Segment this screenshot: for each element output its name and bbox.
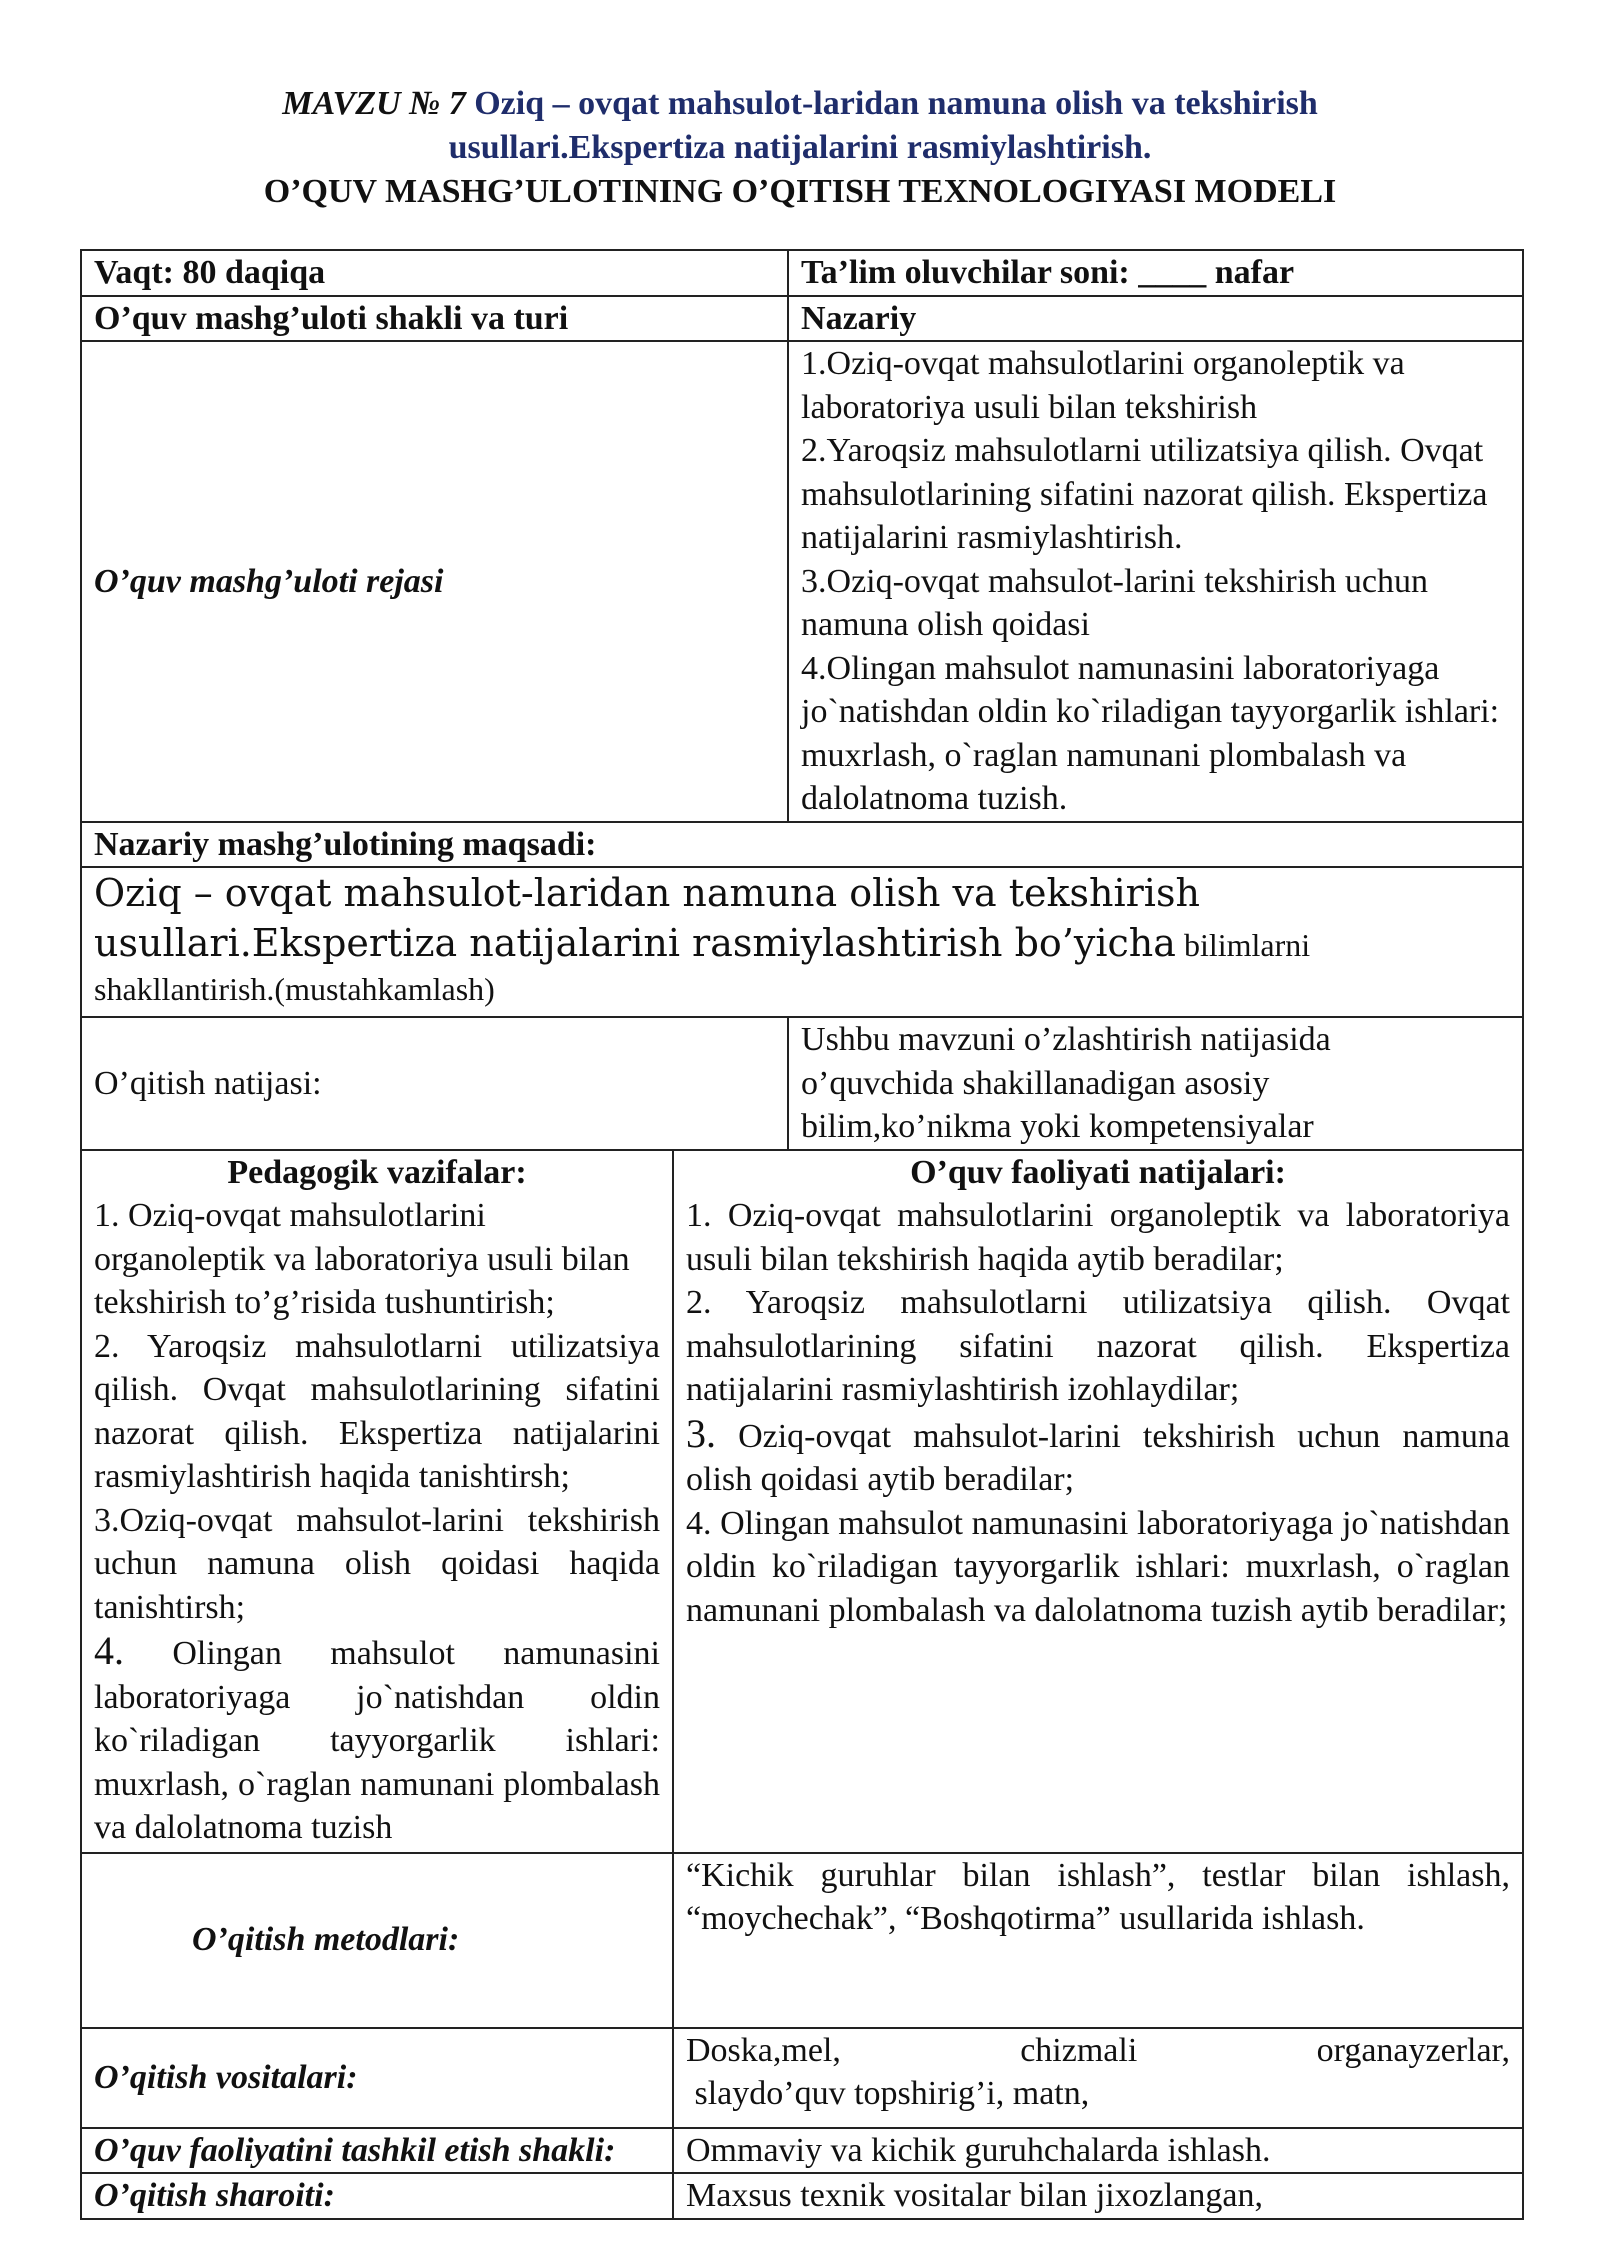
conditions-value: Maxsus texnik vositalar bilan jixozlangan,	[673, 2173, 1523, 2219]
row-outcome	[81, 1017, 1523, 1150]
topic-text-1: Oziq – ovqat mahsulot-laridan namuna olish va tekshirish	[474, 85, 1318, 122]
plan-items	[788, 341, 1523, 822]
learning-result-text: Oziq-ovqat mahsulot-larini tekshirish uchun namuna olish qoidasi aytib beradilar;	[686, 1417, 1511, 1498]
students-count-cell: Ta’lim oluvchilar soni: ____ nafar	[788, 250, 1523, 296]
tools-value	[673, 2028, 1523, 2128]
mavzu-label: MAVZU № 7	[282, 85, 466, 122]
lesson-model-table	[80, 249, 1524, 2220]
goal-line-tail: bilimlarni	[1175, 927, 1311, 963]
goal-label: Nazariy mashg’ulotining maqsadi:	[81, 822, 1523, 868]
methods-label: O’qitish metodlari:	[81, 1853, 673, 2028]
plan-line: namuna olish qoidasi	[801, 606, 1090, 643]
plan-label: O’quv mashg’uloti rejasi	[81, 341, 788, 822]
row-plan	[81, 341, 1523, 822]
organization-label: O’quv faoliyatini tashkil etish shakli:	[81, 2128, 673, 2174]
goal-line: usullari.Ekspertiza natijalarini rasmiylashtirish bo’yicha	[94, 921, 1176, 965]
goal-line: shakllantirish.(mustahkamlash)	[94, 971, 495, 1007]
plan-line: jo`natishdan oldin ko`riladigan tayyorgarlik ishlari:	[801, 693, 1500, 730]
plan-line: 3.Oziq-ovqat mahsulot-larini tekshirish uchun	[801, 562, 1429, 600]
row-time	[81, 250, 1523, 296]
topic-title-line2: usullari.Ekspertiza natijalarini rasmiylashtirish.	[448, 129, 1152, 166]
plan-line: laboratoriya usuli bilan tekshirish	[801, 388, 1258, 426]
plan-line: muxrlash, o`raglan namunani plombalash va	[801, 736, 1407, 774]
learning-results	[673, 1150, 1523, 1853]
form-label: O’quv mashg’uloti shakli va turi	[81, 296, 788, 342]
tools-line: Doska,mel, chizmali organayzerlar,	[686, 2031, 1511, 2069]
learning-result-item-3	[686, 1412, 1510, 1502]
plan-line: natijalarini rasmiylashtirish.	[801, 519, 1183, 556]
pedagogical-task-text: Olingan mahsulot namunasini laboratoriyaga jo`natishdan oldin ko`riladigan tayyorgarlik ishlari: muxrlash, o`raglan namunani plombalash va dalolatnoma tuzish	[94, 1635, 661, 1846]
learning-result-item: 2. Yaroqsiz mahsulotlarni utilizatsiya qilish. Ovqat mahsulotlarining sifatini nazorat qilish. Ekspertiza natijalarini rasmiylashtirish izohlaydilar;	[686, 1284, 1511, 1408]
pedagogical-tasks-header: Pedagogik vazifalar:	[227, 1153, 527, 1191]
outcome-text	[788, 1017, 1523, 1150]
pedagogical-task-item: 1. Oziq-ovqat mahsulotlarini organoleptik va laboratoriya usuli bilan tekshirish to’g’risida tushuntirish;	[94, 1197, 630, 1321]
topic-title-line1	[80, 82, 1520, 126]
row-goal-label	[81, 822, 1523, 868]
tools-line: slaydo’quv topshirig’i, matn,	[686, 2075, 1090, 2112]
pedagogical-task-item-4	[94, 1629, 660, 1850]
model-subtitle: O’QUV MASHG’ULOTINING O’QITISH TEXNOLOGIYASI MODELI	[263, 173, 1337, 210]
learning-result-item: 1. Oziq-ovqat mahsulotlarini organoleptik va laboratoriya usuli bilan tekshirish haqida aytib beradilar;	[686, 1197, 1511, 1278]
time-cell: Vaqt: 80 daqiqa	[81, 250, 788, 296]
goal-text	[81, 867, 1523, 1017]
plan-line: 4.Olingan mahsulot namunasini laboratoriyaga	[801, 649, 1440, 687]
organization-value: Ommaviy va kichik guruhchalarda ishlash.	[673, 2128, 1523, 2174]
item-number: 3.	[686, 1410, 716, 1456]
plan-line: 2.Yaroqsiz mahsulotlarni utilizatsiya qilish. Ovqat	[801, 432, 1484, 469]
outcome-line: Ushbu mavzuni o’zlashtirish natijasida	[801, 1021, 1331, 1058]
row-methods	[81, 1853, 1523, 2028]
plan-line: 1.Oziq-ovqat mahsulotlarini organoleptik va	[801, 345, 1405, 382]
outcome-line: bilim,ko’nikma yoki kompetensiyalar	[801, 1108, 1314, 1145]
row-conditions	[81, 2173, 1523, 2219]
pedagogical-task-item: 3.Oziq-ovqat mahsulot-larini tekshirish uchun namuna olish qoidasi haqida tanishtirsh;	[94, 1501, 660, 1626]
pedagogical-tasks	[81, 1150, 673, 1853]
tools-label: O’qitish vositalari:	[81, 2028, 673, 2128]
methods-value: “Kichik guruhlar bilan ishlash”, testlar bilan ishlash, “moychechak”, “Boshqotirma” usullarida ishlash.	[673, 1853, 1523, 2028]
outcome-label: O’qitish natijasi:	[81, 1017, 788, 1150]
pedagogical-task-item: 2. Yaroqsiz mahsulotlarni utilizatsiya qilish. Ovqat mahsulotlarining sifatini nazorat qilish. Ekspertiza natijalarini rasmiylashtirish haqida tanishtirsh;	[94, 1327, 660, 1495]
conditions-label: O’qitish sharoiti:	[81, 2173, 673, 2219]
row-tools	[81, 2028, 1523, 2128]
plan-line: dalolatnoma tuzish.	[801, 780, 1068, 817]
row-organization	[81, 2128, 1523, 2174]
row-tasks	[81, 1150, 1523, 1853]
form-value: Nazariy	[788, 296, 1523, 342]
item-number: 4.	[94, 1628, 124, 1673]
row-form	[81, 296, 1523, 342]
goal-line: Oziq – ovqat mahsulot-laridan namuna olish va tekshirish	[94, 871, 1200, 915]
plan-line: mahsulotlarining sifatini nazorat qilish. Ekspertiza	[801, 475, 1488, 513]
learning-result-item: 4. Olingan mahsulot namunasini laboratoriyaga jo`natishdan oldin ko`riladigan tayyorgarlik ishlari: muxrlash, o`raglan namunani plombalash va dalolatnoma tuzish aytib beradilar;	[686, 1504, 1511, 1629]
learning-results-header: O’quv faoliyati natijalari:	[910, 1153, 1286, 1191]
row-goal-text	[81, 867, 1523, 1017]
outcome-line: o’quvchida shakillanadigan asosiy	[801, 1064, 1270, 1102]
